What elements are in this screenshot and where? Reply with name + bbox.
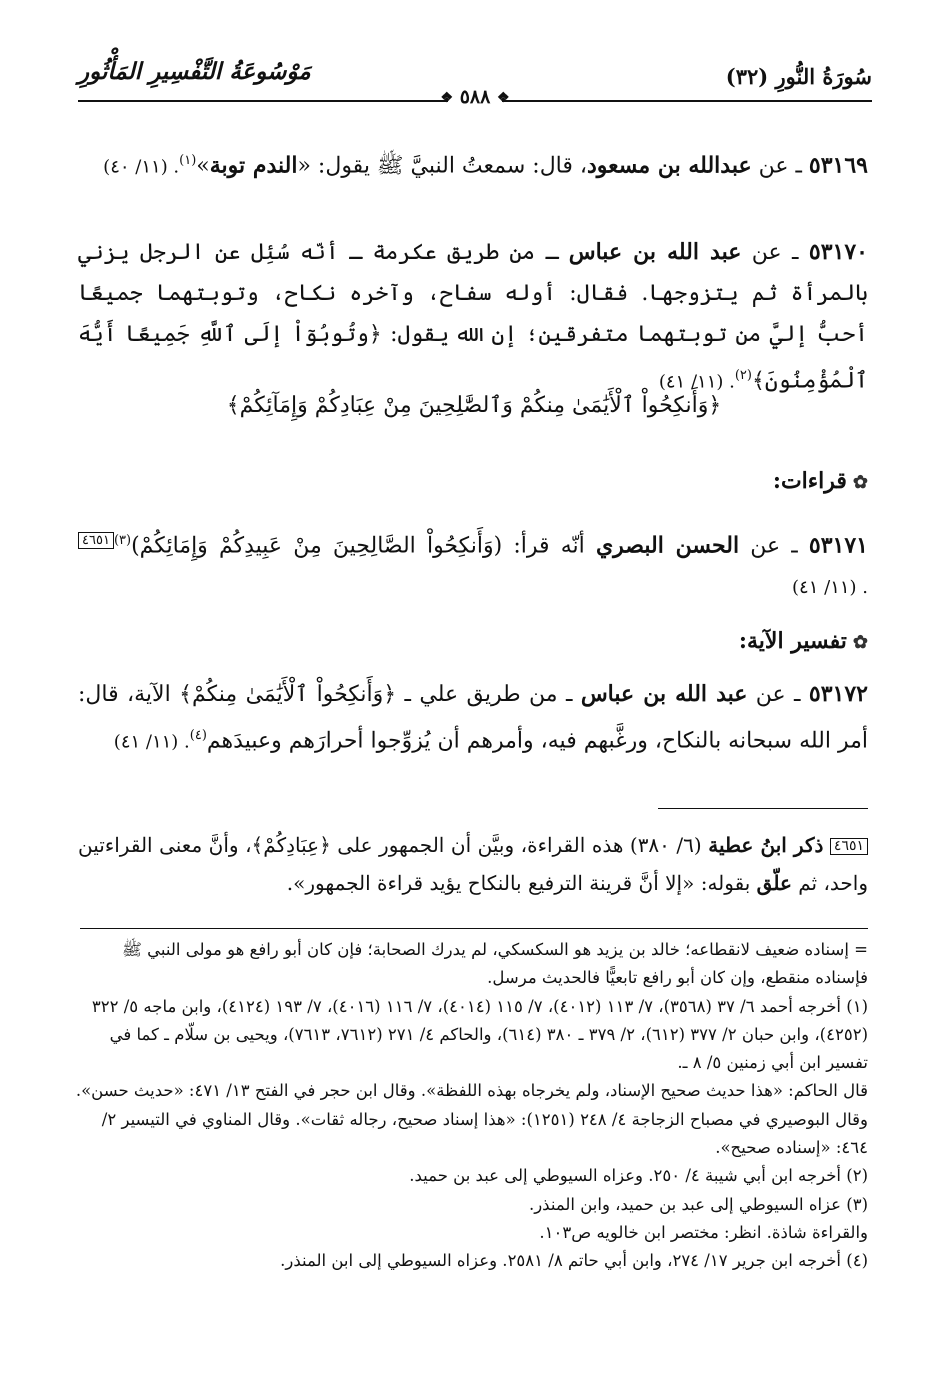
footnote: (٤) أخرجه ابن جرير ١٧/ ٢٧٤، وابن أبي حاتم ٨/ ٢٥٨١. وعزاه السيوطي إلى ابن المنذر. [280, 1251, 868, 1271]
hadith-entry [78, 232, 868, 402]
page-number-wrap [78, 86, 872, 108]
section-title: تفسير الآية: [738, 628, 847, 654]
entry-text: أنّه قرأ: (وَأَنكِحُواْ الصَّالِحِينَ مِنْ عَبِيدِكُمْ وَإِمَائِكُمْ) [131, 533, 596, 559]
flower-icon: ✿ [852, 472, 868, 493]
entry-lead: ـ عن [741, 240, 799, 265]
footnote: (٣) عزاه السيوطي إلى عبد بن حميد، وابن المنذر. [528, 1194, 868, 1214]
narrator-name: عبد الله بن عباس [580, 681, 748, 707]
entry-lead: ـ عن [751, 153, 802, 179]
footnotes-separator [80, 928, 868, 929]
quran-verse: ﴿وَأَنكِحُواْ ٱلْأَيَٰمَىٰ مِنكُمْ وَٱلصَّٰلِحِينَ مِنْ عِبَادِكُمْ وَإِمَآئِكُمْ﴾ [226, 393, 722, 418]
footnote: قال الحاكم: «هذا حديث صحيح الإسناد، ولم يخرجاه بهذه اللفظة». وقال ابن حجر في الفتح ١٣/ ٤٧١: «حديث حسن». وقال البوصيري في مصباح الزجاجة ٤/ ٢٤٨ (١٢٥١): «هذا إسناد صحيح، رجاله ثقات». وقال المناوي في التيسير ٢/ ٤٦٤: «إسناده صحيح». [75, 1081, 868, 1158]
entry-number: ٥٣١٧٢ [808, 681, 868, 707]
page-header [78, 58, 872, 108]
footnote-marker: (٤) [189, 728, 207, 743]
surah-title: سُورَةُ النُّورِ (٣٢) [725, 64, 872, 89]
entry-text: ـ من طريق عكرمة ـ أنّه سُئِل عن الرجل يزني بالمرأة ثم يتزوجها. فقال: أوله سفاح، وآخره نكاح، وتوبتهما جميعًا أحبُّ إليَّ من توبتهما متفرقين؛ إن الله يقول: ﴿وتُوبُوٓاْ إلَى ٱللَّهِ جَمِيعًا أَيُّهَ ٱلْمُؤْمِنُونَ﴾ [78, 240, 868, 394]
narrator-name: الحسن البصري [595, 532, 740, 559]
footnote: والقراءة شاذة. انظر: مختصر ابن خالويه ص١٠٣. [539, 1222, 868, 1242]
entry-number: ٥٣١٦٩ [808, 152, 868, 179]
page-number: ٥٨٨ [459, 86, 491, 108]
commentary-marker-box: ٤٦٥١ [830, 838, 868, 855]
volume-reference: . (١١/ ٤١) [113, 731, 190, 753]
narrator-name: عبدالله بن مسعود [587, 152, 752, 179]
volume-reference: . (١١/ ٤١) [658, 371, 735, 393]
entry-lead: ـ عن [747, 682, 801, 707]
footnote: (٢) أخرجه ابن أبي شيبة ٤/ ٢٥٠. وعزاه السيوطي إلى عبد بن حميد. [409, 1166, 868, 1186]
footnote-marker: (١) [179, 153, 197, 168]
footnotes [73, 936, 868, 1276]
footnote-marker: (٣) [113, 533, 132, 548]
entry-lead: ـ عن [739, 533, 798, 559]
entry-text: ، قال: سمعتُ النبيَّ ﷺ يقول: « [297, 153, 587, 179]
section-heading-tafsir [739, 628, 868, 654]
commentary-text: (٦/ ٣٨٠) هذه القراءة، وبيَّن أن الجمهور على ﴿عِبَادِكُمْ﴾، وأنَّ معنى القراءتين واحد، ثم [78, 833, 868, 895]
ornament-icon: ❖ [496, 90, 510, 106]
hadith-entry [78, 140, 868, 187]
commentary-separator [658, 808, 868, 809]
volume-reference: . (١١/ ٤١) [792, 577, 868, 599]
entry-number: ٥٣١٧١ [808, 532, 868, 559]
ornament-icon: ❖ [440, 90, 454, 106]
entry-number: ٥٣١٧٠ [808, 239, 868, 265]
commentary-marker-box: ٤٦٥١ [78, 532, 114, 549]
volume-reference: . (١١/ ٤٠) [103, 156, 180, 178]
flower-icon: ✿ [852, 632, 868, 653]
commentary-bold: علّق [756, 871, 792, 895]
footnote: = إسناده ضعيف لانقطاعه؛ خالد بن يزيد هو السكسكي، لم يدرك الصحابة؛ فإن كان أبو رافع هو مولى النبي ﷺ فإسناده منقطع، وإن كان أبو رافع تابعيًّا فالحديث مرسل. [121, 940, 868, 988]
hadith-entry [78, 674, 868, 762]
entry-close: » [196, 153, 210, 179]
commentary-text: بقوله: «إلا أنَّ قرينة الترفيع بالنكاح يؤيد قراءة الجمهور». [286, 871, 757, 895]
section-title: قراءات: [772, 468, 847, 494]
footnote: (١) أخرجه أحمد ٦/ ٣٧ (٣٥٦٨)، ٧/ ١١٣ (٤٠١٢)، ٧/ ١١٥ (٤٠١٤)، ٧/ ١١٦ (٤٠١٦)، ٧/ ١٩٣ (٤١٢٤)، وابن ماجه ٥/ ٣٢٢ (٤٢٥٢)، وابن حبان ٢/ ٣٧٧ (٦١٢)، ٢/ ٣٧٩ ـ ٣٨٠ (٦١٤)، والحاكم ٤/ ٢٧١ (٧٦١٢، ٧٦١٣)، ويحيى بن سلّام ـ كما في تفسير ابن أبي زمنين ٥/ ٨ ـ. [91, 996, 868, 1073]
commentary-block [78, 826, 868, 902]
footnote-marker: (٢) [734, 368, 752, 383]
section-heading-readings [773, 468, 868, 494]
commentator-name: ذكر ابنُ عطية [708, 833, 824, 857]
entry-bold-text: الندم توبة [209, 152, 298, 179]
narrator-name: عبد الله بن عباس [568, 239, 742, 265]
hadith-entry [78, 520, 868, 608]
entry-text: ـ من طريق علي ـ ﴿وَأَنكِحُواْ ٱلْأَيَٰمَىٰ مِنكُمْ﴾ الآية، قال: أمر الله سبحانه بالنكاح، ورغَّبهم فيه، وأمرهم أن يُزوِّجوا أحرارَهم وعبيدَهم [78, 682, 868, 754]
book-title: مَوْسُوعَةُ التَّفْسِيرِ المَأْثُورِ [78, 58, 311, 85]
